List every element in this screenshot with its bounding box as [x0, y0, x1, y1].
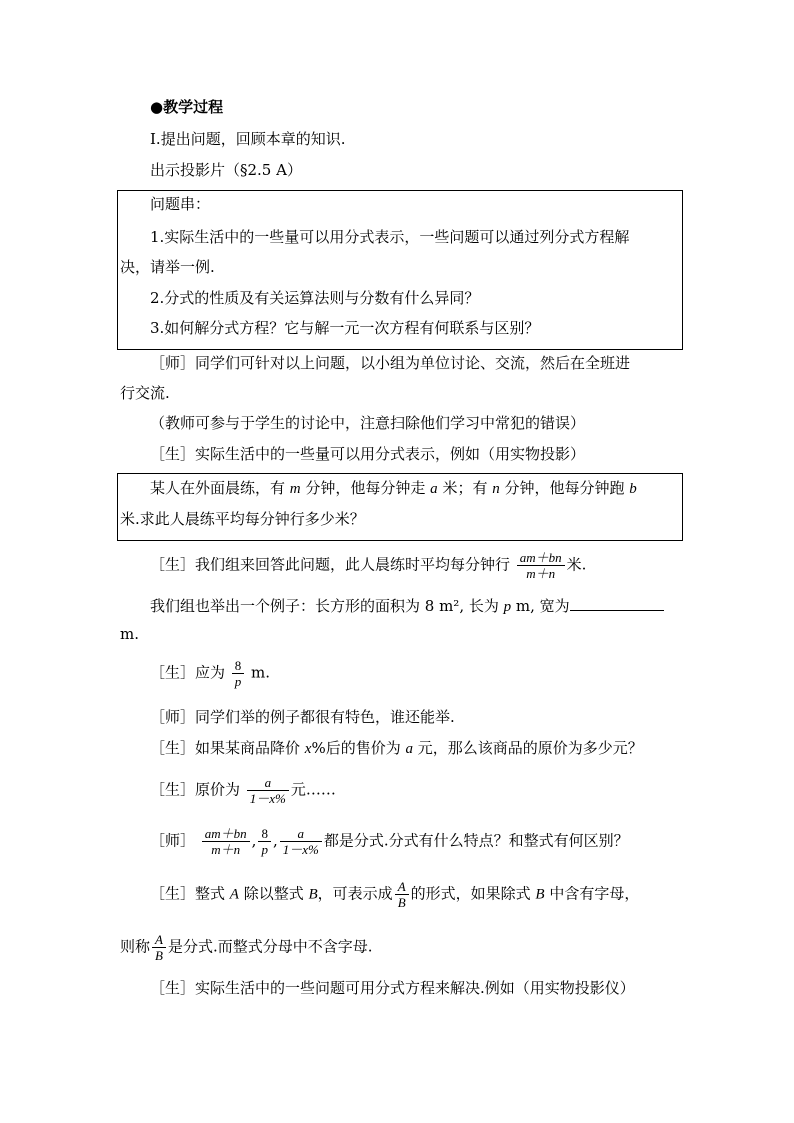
- answer-blank: [570, 596, 664, 611]
- teacher-line-1: ［师］同学们可针对以上问题，以小组为单位讨论、交流，然后在全班进: [150, 354, 631, 372]
- question-box-title: 问题串：: [150, 195, 211, 213]
- fraction-am-bn: $\frac{am+bn}{m+n}$: [517, 550, 565, 581]
- student-line-7-cont: 则称 $\frac{A}{B}$ 是分式.而整式分母中不含字母.: [120, 932, 373, 963]
- teacher-line-3: ［师］ $\frac{am+bn}{m+n}$ , $\frac{8}{p}$ , $\frac{a}{1-x\%}$ 都是分式.分式有什么特点？和整式有何区别？: [150, 826, 629, 857]
- student-line-6: ［生］原价为 $\frac{a}{1-x\%}$ 元……: [150, 775, 336, 806]
- student-line-3: 我们组也举出一个例子：长方形的面积为 8 m², 长为 p m, 宽为: [150, 595, 664, 618]
- student-line-3-cont: m.: [120, 625, 139, 643]
- student-line-2: ［生］我们组来回答此问题，此人晨练时平均每分钟行 $\frac{am+bn}{m+n}$ 米.: [150, 550, 587, 581]
- step-title: Ⅰ.提出问题，回顾本章的知识.: [150, 130, 346, 148]
- teacher-line-2: ［师］同学们举的例子都很有特色，谁还能举.: [150, 708, 455, 726]
- fraction-8-p: $\frac{8}{p}$: [232, 658, 245, 689]
- student-line-4: ［生］应为 $\frac{8}{p}$ m.: [150, 658, 271, 689]
- question-1-cont: 决，请举一例.: [120, 258, 215, 276]
- projector-note: 出示投影片（§2.5 A）: [150, 161, 302, 179]
- section-heading: ●教学过程: [150, 98, 224, 116]
- question-3: 3.如何解分式方程？它与解一元一次方程有何联系与区别？: [150, 319, 540, 337]
- student-line-5: ［生］如果某商品降价 x%后的售价为 a 元，那么该商品的原价为多少元？: [150, 739, 643, 757]
- teacher-line-1-cont: 行交流.: [120, 384, 170, 402]
- teacher-note: （教师可参与于学生的讨论中，注意扫除他们学习中常犯的错误）: [150, 414, 586, 432]
- fraction-a-1-x: $\frac{a}{1-x\%}$: [247, 775, 289, 806]
- student-line-7: ［生］整式 A 除以整式 B，可表示成 $\frac{A}{B}$ 的形式，如果除式 B 中含有字母，: [150, 879, 640, 910]
- question-2: 2.分式的性质及有关运算法则与分数有什么异同？: [150, 289, 480, 307]
- student-line-1: ［生］实际生活中的一些量可以用分式表示，例如（用实物投影）: [150, 445, 586, 463]
- example-line-2: 米.求此人晨练平均每分钟行多少米？: [120, 510, 365, 528]
- example-line-1: 某人在外面晨练，有 m 分钟，他每分钟走 a 米；有 n 分钟，他每分钟跑 b: [150, 479, 637, 497]
- student-line-8: ［生］实际生活中的一些问题可用分式方程来解决.例如（用实物投影仪）: [150, 979, 635, 997]
- question-1: 1.实际生活中的一些量可以用分式表示，一些问题可以通过列分式方程解: [150, 228, 630, 246]
